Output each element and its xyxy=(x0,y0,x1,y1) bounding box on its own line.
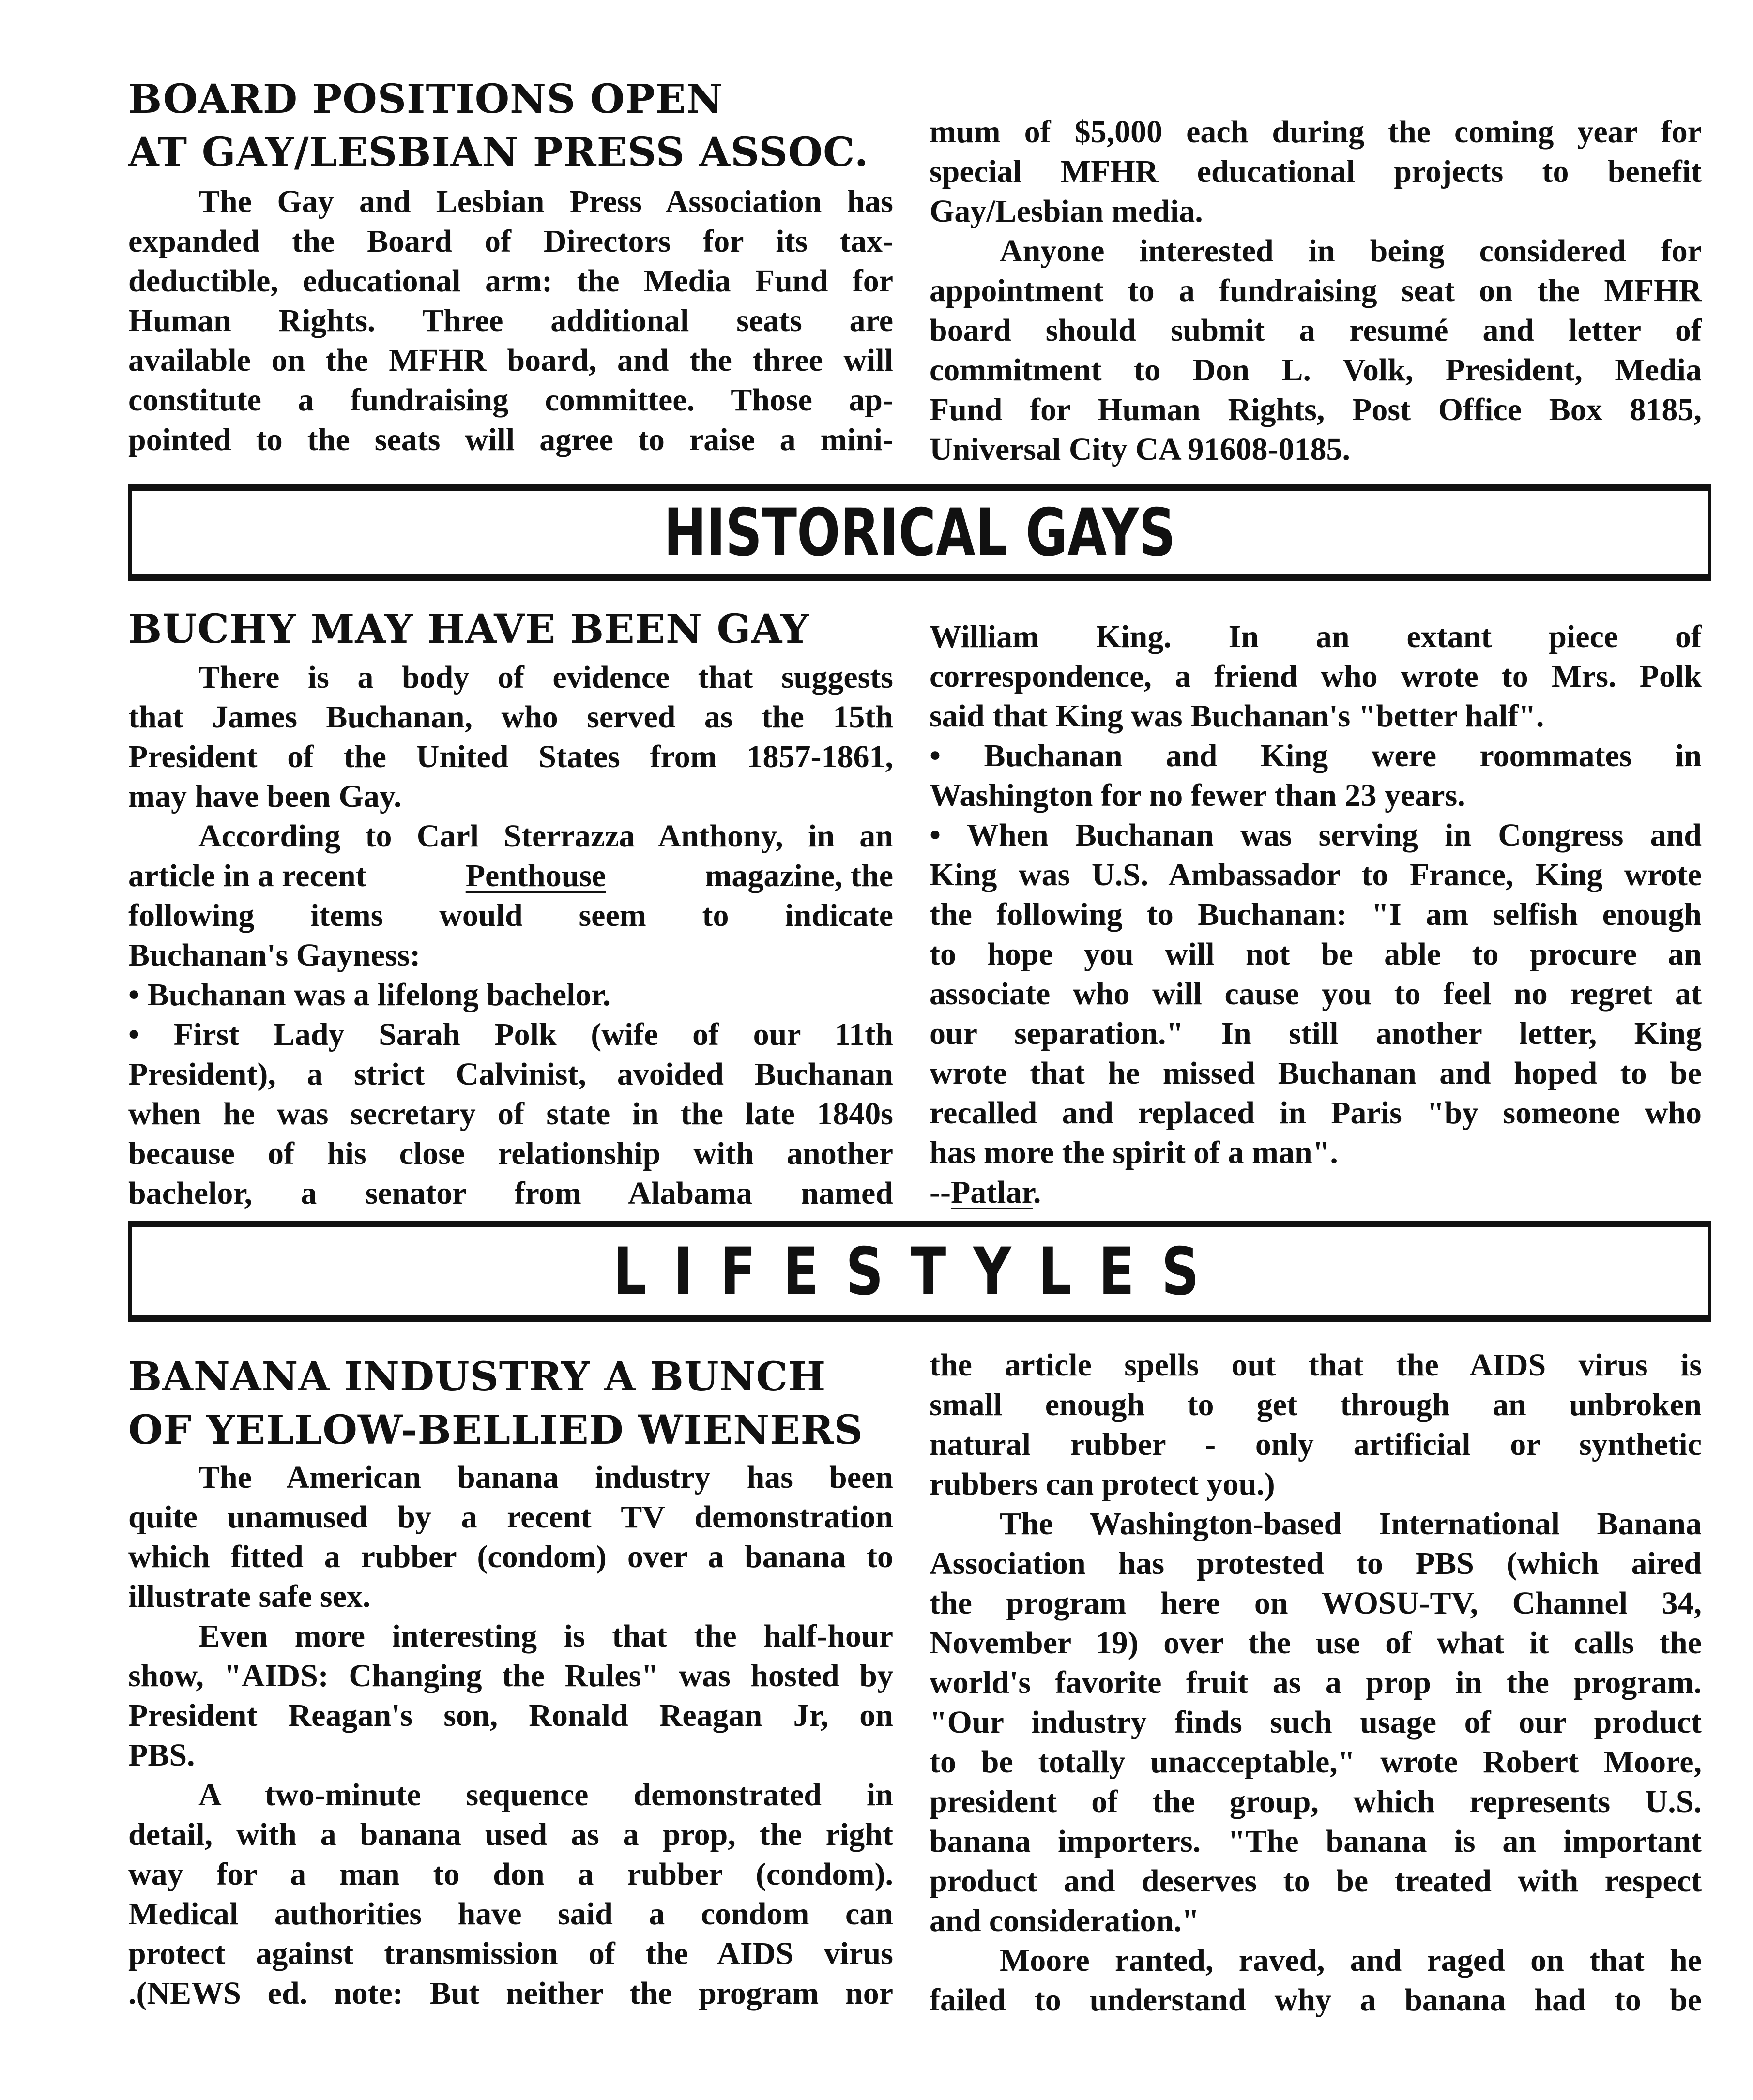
body-line: deductible, educational arm: the Media Fund for xyxy=(128,263,893,299)
body-line: correspondence, a friend who wrote to Mrs. Polk xyxy=(930,659,1702,694)
magazine-title-penthouse: Penthouse xyxy=(465,858,606,893)
body-line: King was U.S. Ambassador to France, King wrote xyxy=(930,857,1702,892)
body-line: Anyone interested in being considered for xyxy=(1000,233,1702,269)
body-line: The Gay and Lesbian Press Association has xyxy=(198,184,893,219)
body-line: November 19) over the use of what it calls the xyxy=(930,1625,1702,1661)
body-line: that James Buchanan, who served as the 15th xyxy=(128,699,893,735)
body-line: bachelor, a senator from Alabama named xyxy=(128,1176,893,1211)
section-banner-title: HISTORICAL GAYS xyxy=(664,494,1176,571)
body-line: constitute a fundraising committee. Those ap- xyxy=(128,382,893,418)
body-line: appointment to a fundraising seat on the MFHR xyxy=(930,273,1702,308)
byline-author: Patlar xyxy=(950,1175,1033,1210)
body-line: may have been Gay. xyxy=(128,779,402,814)
headline-line: AT GAY/LESBIAN PRESS ASSOC. xyxy=(128,129,869,176)
buchanan-article-left-column xyxy=(128,603,893,1213)
body-line: product and deserves to be treated with respect xyxy=(930,1863,1702,1899)
board-article-right-column xyxy=(930,112,1702,469)
body-line: Fund for Human Rights, Post Office Box 8185, xyxy=(930,392,1702,427)
board-article-headline xyxy=(128,73,893,179)
body-line: expanded the Board of Directors for its tax- xyxy=(128,224,893,259)
body-line: world's favorite fruit as a prop in the program. xyxy=(930,1665,1702,1700)
body-line: Gay/Lesbian media. xyxy=(930,194,1203,229)
body-line: rubbers can protect you.) xyxy=(930,1466,1275,1502)
byline-period: . xyxy=(1033,1175,1041,1210)
body-line: Association has protested to PBS (which aired xyxy=(930,1546,1702,1581)
body-line: our separation." In still another letter, King xyxy=(930,1016,1702,1051)
body-line: banana importers. "The banana is an important xyxy=(930,1824,1702,1859)
body-line: mum of $5,000 each during the coming year for xyxy=(930,114,1702,150)
body-line: has more the spirit of a man". xyxy=(930,1135,1338,1170)
body-line: Human Rights. Three additional seats are xyxy=(128,303,893,338)
body-line: following items would seem to indicate xyxy=(128,898,893,933)
body-line: "Our industry finds such usage of our product xyxy=(930,1705,1702,1740)
body-line: Washington for no fewer than 23 years. xyxy=(930,778,1465,813)
board-article-left-column xyxy=(128,73,893,460)
body-line: Medical authorities have said a condom can xyxy=(128,1896,893,1932)
body-line: A two-minute sequence demonstrated in xyxy=(198,1777,893,1813)
body-line: recalled and replaced in Paris "by someone who xyxy=(930,1095,1702,1131)
bullet-item: • First Lady Sarah Polk (wife of our 11th xyxy=(128,1017,893,1052)
body-line: president of the group, which represents U.S. xyxy=(930,1784,1702,1819)
banana-article-right-column xyxy=(930,1345,1702,2020)
body-line: the following to Buchanan: "I am selfish enough xyxy=(930,897,1702,932)
buchanan-article-headline: BUCHY MAY HAVE BEEN GAY xyxy=(128,606,809,652)
body-line: President), a strict Calvinist, avoided Buchanan xyxy=(128,1057,893,1092)
body-line: President of the United States from 1857-1861, xyxy=(128,739,893,774)
body-line: detail, with a banana used as a prop, the right xyxy=(128,1817,893,1852)
byline-dashes: -- xyxy=(930,1175,951,1210)
body-line: wrote that he missed Buchanan and hoped to be xyxy=(930,1056,1702,1091)
body-line: board should submit a resumé and letter of xyxy=(930,313,1702,348)
bullet-item: • When Buchanan was serving in Congress and xyxy=(930,817,1702,853)
body-line: because of his close relationship with another xyxy=(128,1136,893,1171)
body-line: which fitted a rubber (condom) over a banana to xyxy=(128,1539,893,1574)
bullet-item: • Buchanan was a lifelong bachelor. xyxy=(128,977,611,1012)
body-line: Moore ranted, raved, and raged on that he xyxy=(1000,1943,1702,1978)
body-line: There is a body of evidence that suggests xyxy=(198,660,893,695)
section-banner-historical-gays xyxy=(128,484,1711,581)
body-line: PBS. xyxy=(128,1737,195,1773)
body-line: associate who will cause you to feel no regret at xyxy=(930,976,1702,1012)
buchanan-article-right-column xyxy=(930,617,1702,1212)
body-line: to be totally unacceptable," wrote Robert Moore, xyxy=(930,1744,1702,1780)
body-line: According to Carl Sterrazza Anthony, in an xyxy=(198,818,893,854)
body-line: commitment to Don L. Volk, President, Media xyxy=(930,352,1702,388)
byline xyxy=(930,1173,1702,1212)
body-line: small enough to get through an unbroken xyxy=(930,1387,1702,1422)
body-line: natural rubber - only artificial or synthetic xyxy=(930,1427,1702,1462)
body-line: way for a man to don a rubber (condom). xyxy=(128,1857,893,1892)
body-line: Buchanan's Gayness: xyxy=(128,937,421,973)
body-line: .(NEWS ed. note: But neither the program nor xyxy=(128,1976,893,2011)
body-line: and consideration." xyxy=(930,1903,1200,1938)
body-line: when he was secretary of state in the late 1840s xyxy=(128,1096,893,1132)
headline-line: BOARD POSITIONS OPEN xyxy=(128,76,723,122)
body-line: failed to understand why a banana had to be xyxy=(930,1982,1702,2018)
body-line: show, "AIDS: Changing the Rules" was hosted by xyxy=(128,1658,893,1693)
body-line: pointed to the seats will agree to raise a mini- xyxy=(128,422,893,457)
headline-line: OF YELLOW-BELLIED WIENERS xyxy=(128,1407,864,1453)
body-line: illustrate safe sex. xyxy=(128,1579,371,1614)
body-line: available on the MFHR board, and the three will xyxy=(128,343,893,378)
body-line: The Washington-based International Banana xyxy=(1000,1506,1702,1541)
body-line: quite unamused by a recent TV demonstration xyxy=(128,1499,893,1535)
body-line: said that King was Buchanan's "better half". xyxy=(930,698,1544,734)
body-text: article in a recent xyxy=(128,858,366,893)
body-line: the article spells out that the AIDS virus is xyxy=(930,1347,1702,1383)
banana-article-left-column xyxy=(128,1350,893,2013)
section-banner-lifestyles xyxy=(128,1221,1711,1322)
body-line: William King. In an extant piece of xyxy=(930,619,1702,654)
body-text: magazine, the xyxy=(705,858,893,893)
section-banner-title: LIFESTYLES xyxy=(613,1233,1227,1310)
body-line: to hope you will not be able to procure an xyxy=(930,937,1702,972)
body-line: protect against transmission of the AIDS virus xyxy=(128,1936,893,1971)
body-line: Even more interesting is that the half-hour xyxy=(198,1618,893,1654)
body-line: special MFHR educational projects to benefit xyxy=(930,154,1702,189)
bullet-item: • Buchanan and King were roommates in xyxy=(930,738,1702,773)
body-line: President Reagan's son, Ronald Reagan Jr, on xyxy=(128,1698,893,1733)
headline-line: BANANA INDUSTRY A BUNCH xyxy=(128,1354,826,1400)
body-line: the program here on WOSU-TV, Channel 34, xyxy=(930,1586,1702,1621)
body-line: The American banana industry has been xyxy=(198,1460,893,1495)
banana-article-headline xyxy=(128,1350,893,1457)
body-line-with-magazine xyxy=(128,856,893,896)
body-line: Universal City CA 91608-0185. xyxy=(930,432,1350,467)
